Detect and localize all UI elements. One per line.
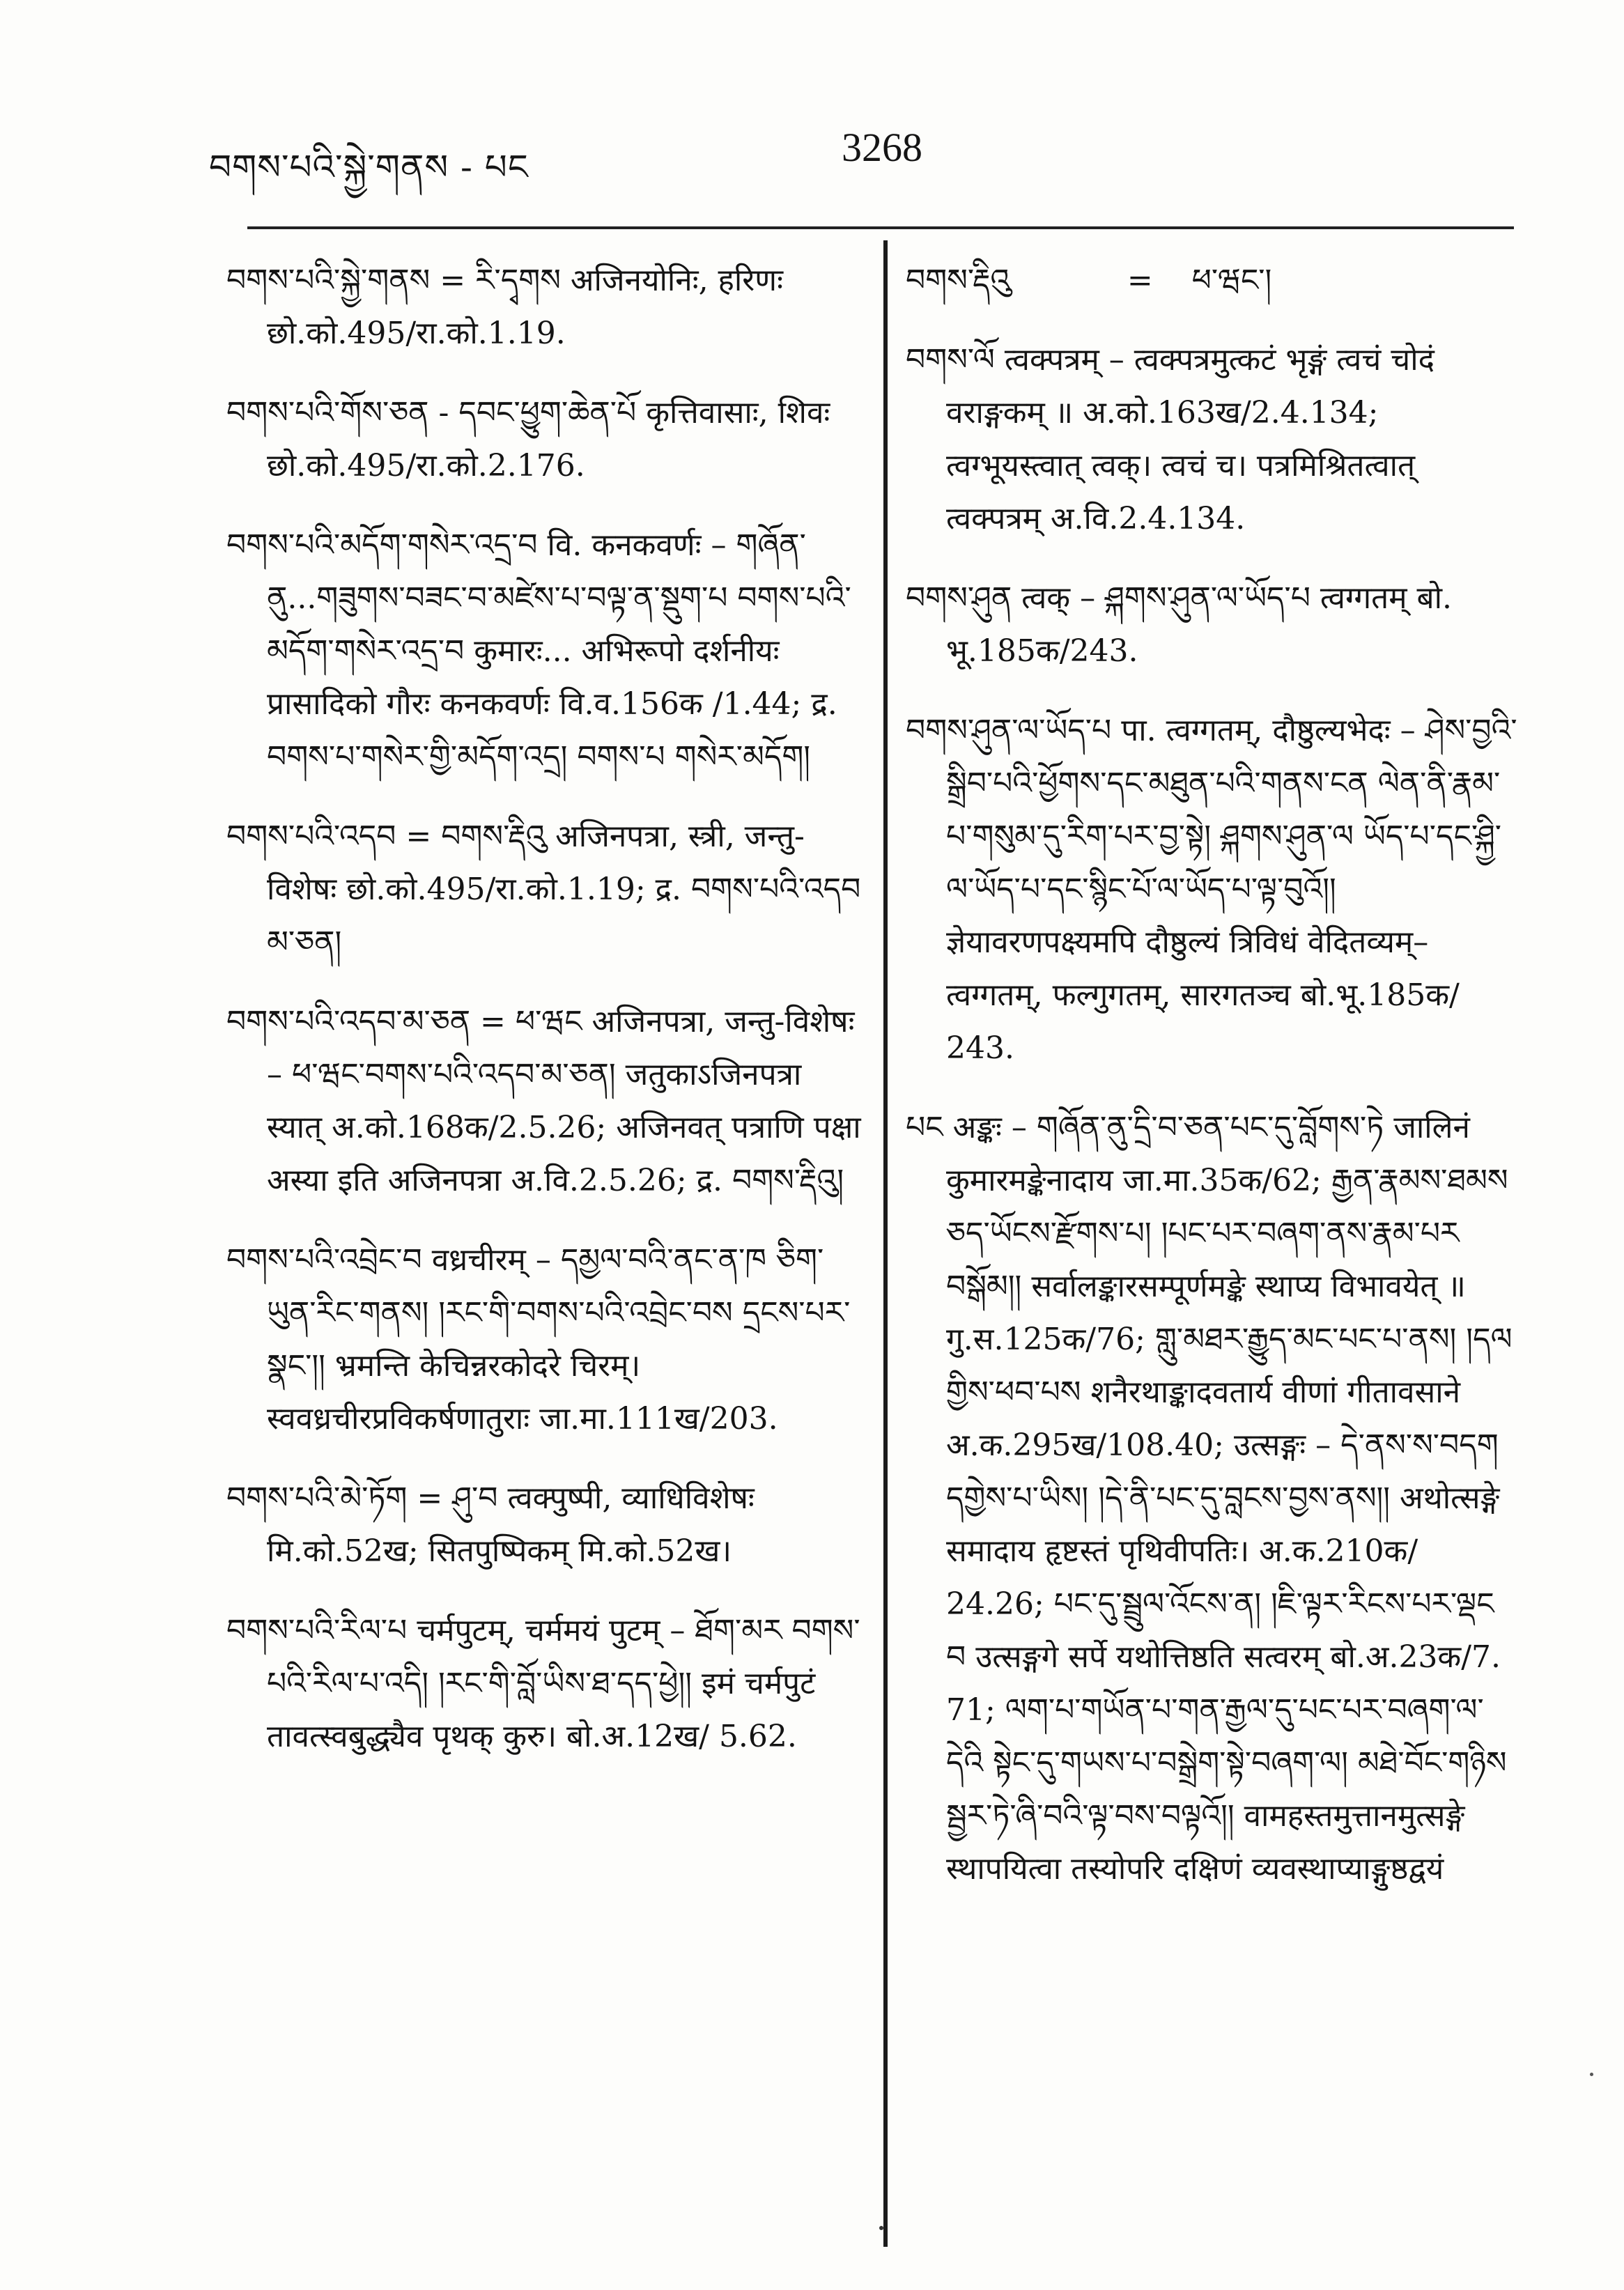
dictionary-entry: བགས་ལོ त्वक्पत्रम् – त्वक्पत्रमुत्कटं भृङ्गं त्वचं चोदं वराङ्गकम् ॥ अ.को.163ख/2.4.134; त्वग्भूयस्त्वात् त्वक्। त्वचं च। पत्रमिश्रितत्वात् त्वक्पत्रम् अ.वि.2.4.134. — [906, 342, 1445, 536]
dictionary-entry: བགས་པའི་རིལ་པ चर्मपुटम्, चर्ममयं पुटम् – ཐོག་མར བགས་པའི་རིལ་པ་འདི། །རང་གི་བློ་ཡིས་ཐ་དད་ཕྱེ།། इमं चर्मपुटं तावत्स्वबुद्ध्यैव पृथक् कुरु। बो.अ.12ख/ 5.62. — [226, 1613, 860, 1754]
dictionary-entry: བགས་པའི་འདབ་མ་ཅན = ཕ་ཝང अजिनपत्रा, जन्तु-विशेषः – ཕ་ཝང་བགས་པའི་འདབ་མ་ཅན། जतुकाऽजिनपत्रा स्यात् अ.को.168क/2.5.26; अजिनवत् पत्राणि पक्षा अस्या इति अजिनपत्रा अ.वि.2.5.26; द्र. བགས་རྡིའུ། — [226, 1004, 871, 1198]
dictionary-entry: བགས་པའི་སྐྱེ་གནས = རི་དྭགས अजिनयोनिः, हरिणः छो.को.495/रा.को.1.19. — [226, 263, 794, 351]
dictionary-entry: བགས་ཤུན त्वक् – ཤྐགས་ཤུན་ལ་ཡོད་པ त्वग्गतम् बो. भू.185क/243. — [906, 580, 1462, 669]
scan-speck — [879, 2226, 883, 2230]
dictionary-entry: བགས་རྡིའུ = ཕ་ཝང་། — [906, 263, 1272, 298]
dictionary-entry: བགས་པའི་མདོག་གསེར་འདྲ་བ वि. कनकवर्णः – གཞོན་ནུ...གཟུགས་བཟང་བ་མཛེས་པ་བལྟ་ན་སྡུག་པ བགས་པའི་མདོག་གསེར་འདྲ་བ कुमारः... अभिरूपो दर्शनीयः प्रासादिको गौरः कनकवर्णः वि.व.156क /1.44; द्र. བགས་པ་གསེར་གྱི་མདོག་འདྲ། བགས་པ གསེར་མདོག། — [226, 527, 851, 775]
dictionary-entry: བགས་པའི་འབྲེང་བ वध्रचीरम् – དམྱལ་བའི་ནང་ན་ཁ ཅིག་ཡུན་རིང་གནས། །རང་གི་བགས་པའི་འབྲེང་བས དྲངས་པར་སྣང་།། भ्रमन्ति केचिन्नरकोदरे चिरम्। स्ववध्रचीरप्रविकर्षणातुराः जा.मा.111ख/203. — [226, 1242, 851, 1437]
dictionary-entry: བགས་པའི་འདབ = བགས་རྡིའུ अजिनपत्रा, स्त्री, जन्तु-विशेषः छो.को.495/रा.को.1.19; द्र. བགས་པའི་འདབ མ་ཅན། — [226, 819, 871, 960]
running-head: བགས་པའི་སྐྱེ་གནས - པང — [209, 147, 529, 187]
column-divider — [883, 240, 888, 2247]
dictionary-entry: པང अङ्कः – གཞོན་ནུ་དྲི་བ་ཅན་པང་དུ་བློགས་ཏེ जालिनं कुमारमङ्केनादाय जा.मा.35क/62; རྒྱན་རྣམས་ཐམས ཅད་ཡོངས་རྫོགས་པ། །པང་པར་བཞག་ནས་རྣམ་པར བསྒོམ།། सर्वालङ्कारसम्पूर्णमङ्के स्थाप्य विभावयेत् ॥ गु.स.125क/76; གླུ་མཐར་རྒྱུད་མང་པང་པ་ནས། །དལ གྱིས་ཕབ་པས शनैरथाङ्कादवतार्य वीणां गीतावसाने अ.क.295ख/108.40; उत्सङ्गः – དེ་ནས་ས་བདག དགྱེས་པ་ཡིས། །དེ་ནི་པང་དུ་བླངས་བྱས་ནས།། अथोत्सङ्गे समादाय हृष्टस्तं पृथिवीपतिः। अ.क.210क/ 24.26; པང་དུ་སྦྲུལ་འོངས་ན། །ཇི་ལྟར་རིངས་པར་ལྡང བ उत्सङ्गगे सर्पे यथोत्तिष्ठति सत्वरम् बो.अ.23क/7. 71; ལག་པ་གཡོན་པ་གན་རྒྱལ་དུ་པང་པར་བཞག་ལ་དེའི སྟེང་དུ་གཡས་པ་བསྒྲེག་སྟེ་བཞག་ལ། མཐེ་བོང་གཉིས སྦྱར་ཏེ་ཞི་བའི་ལྟ་བས་བལྟའོ།། वामहस्तमुत्तानमुत्सङ्गे स्थापयित्वा तस्योपरि दक्षिणं व्यवस्थाप्याङ्गुष्ठद्वयं — [906, 1110, 1522, 1887]
dictionary-entry: བགས་པའི་གོས་ཅན - དབང་ཕྱུག་ཆེན་པོ कृत्तिवासाः, शिवः छो.को.495/रा.को.2.176. — [226, 395, 840, 483]
header-rule — [247, 226, 1514, 229]
right-column — [906, 254, 1522, 1922]
dictionary-entry: བགས་པའི་མེ་ཏོག = ཤུ་བ त्वक्पुष्पी, व्याधिविशेषः मि.को.52ख; सितपुष्पिकम् मि.को.52ख। — [226, 1480, 764, 1569]
dictionary-entry: བགས་ཤུན་ལ་ཡོད་པ पा. त्वग्गतम्, दौष्ठुल्यभेदः – ཤེས་བྱའི་སྒྲིབ་པའི་ཕྱོགས་དང་མཐུན་པའི་གནས་ངན ལེན་ནི་རྣམ་པ་གསུམ་དུ་རིག་པར་བྱ་སྟེ། ཤྐགས་ཤུན་ལ ཡོད་པ་དང་ཤྐྱི་ལ་ཡོད་པ་དང་སྙིང་པོ་ལ་ཡོད་པ་ལྟ་བུའོ།། ज्ञेयावरणपक्ष्यमपि दौष्ठुल्यं त्रिविधं वेदितव्यम्– त्वग्गतम्, फल्गुगतम्, सारगतञ्च बो.भू.185क/ 243. — [906, 713, 1517, 1066]
left-column — [226, 254, 871, 1790]
scan-speck — [1590, 2073, 1593, 2076]
page-number: 3268 — [842, 125, 922, 170]
